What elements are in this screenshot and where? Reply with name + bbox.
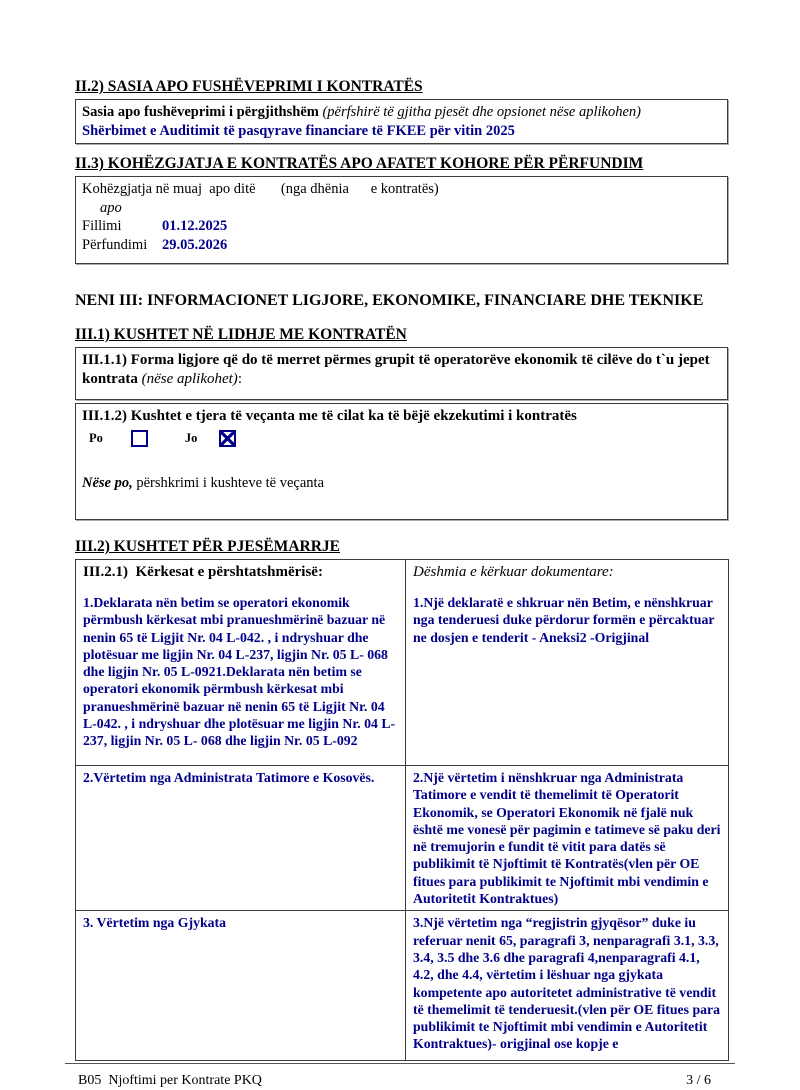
no-checkbox[interactable] xyxy=(219,430,236,447)
footer-page-number: 3 / 6 xyxy=(686,1073,711,1089)
participation-table xyxy=(75,559,729,1061)
end-date-value: 29.05.2026 xyxy=(162,236,228,253)
special-conditions-label: III.1.2) Kushtet e tjera të veçanta me të cilat ka të bëjë ekzekutimi i kontratës xyxy=(82,408,577,424)
evidence-text: 3.Një vërtetim nga “regjistrin gjyqësor” duke iu referuar nenit 65, paragrafi 3, nenparagrafi 3.1, 3.3, 3.4, 3.5 dhe 3.6 dhe paragrafi 4,nenparagrafi 4.1, 4.2, dhe 4.4, vërtetim i lëshuar nga gjykata kompetente apo autoritetet administrative të vendit të themelimit të tenderuesit.(vlen për OE fitues para publikimit te Njoftimit mbi vendimin e Autoritetit Kontraktues)- origjinal ose kopje e xyxy=(413,915,721,1052)
no-label: Jo xyxy=(184,431,198,446)
requirement-cell xyxy=(76,560,406,766)
scope-label-line xyxy=(82,103,721,122)
legal-form-note: (nëse aplikohet) xyxy=(141,370,238,387)
requirement-text: 2.Vërtetim nga Administrata Tatimore e Kosovës. xyxy=(83,770,375,785)
duration-box xyxy=(75,176,728,264)
evidence-column-header: Dëshmia e kërkuar dokumentare: xyxy=(413,564,614,580)
special-conditions-box xyxy=(75,403,728,520)
yes-no-row xyxy=(82,428,721,450)
scope-note: (përfshirë të gjitha pjesët dhe opsionet nëse aplikohen) xyxy=(318,104,641,120)
duration-line: Kohëzgjatja në muaj apo ditë (nga dhënia e kontratës) xyxy=(82,181,439,197)
end-date-label: Përfundimi xyxy=(82,236,148,253)
yes-label: Po xyxy=(89,431,103,446)
scope-label: Sasia apo fushëveprimi i përgjithshëm xyxy=(82,104,319,120)
requirement-cell xyxy=(76,911,406,1061)
scope-box xyxy=(75,99,728,144)
evidence-cell xyxy=(406,560,729,766)
requirements-column-header: III.2.1) Kërkesat e përshtatshmërisë: xyxy=(83,564,323,580)
section-iii1-heading: III.1) KUSHTET NË LIDHJE ME KONTRATËN xyxy=(75,326,407,343)
footer xyxy=(65,1064,735,1090)
section-iii2-heading: III.2) KUSHTET PËR PJESËMARRJE xyxy=(75,538,340,555)
legal-form-box xyxy=(75,347,728,400)
evidence-text: 1.Një deklaratë e shkruar nën Betim, e nënshkruar nga tenderuesi duke përdorur formën e përcaktuar ne dosjen e tenderit - Aneksi2 -Origjinal xyxy=(413,595,715,645)
evidence-cell xyxy=(406,766,729,911)
end-date-row xyxy=(82,236,721,255)
if-yes-line xyxy=(82,474,721,493)
legal-form-colon: : xyxy=(237,370,242,387)
table-row xyxy=(76,766,729,911)
evidence-cell xyxy=(406,911,729,1061)
section-ii2-heading: II.2) SASIA APO FUSHËVEPRIMI I KONTRATËS xyxy=(75,78,423,95)
legal-form-label: III.1.1) Forma ligjore që do të merret përmes grupit të operatorëve ekonomik të cilëve do t`u jepet kontrata xyxy=(82,352,710,387)
page-content xyxy=(75,0,728,1061)
requirement-text: 3. Vërtetim nga Gjykata xyxy=(83,915,227,931)
footer-document-title: B05 Njoftimi per Kontrate PKQ xyxy=(78,1073,262,1089)
if-yes-label: Nëse po, xyxy=(82,474,133,491)
start-date-row xyxy=(82,217,721,236)
requirement-cell xyxy=(76,766,406,911)
if-yes-text: përshkrimi i kushteve të veçanta xyxy=(132,474,325,491)
or-label: apo xyxy=(100,199,122,216)
table-row xyxy=(76,911,729,1061)
start-date-label: Fillimi xyxy=(82,218,122,234)
section-iii-heading: NENI III: INFORMACIONET LIGJORE, EKONOMIKE, FINANCIARE DHE TEKNIKE xyxy=(75,292,704,309)
start-date-value: 01.12.2025 xyxy=(162,218,228,234)
evidence-text: 2.Një vërtetim i nënshkruar nga Administrata Tatimore e vendit të themelimit të Operatorit Ekonomik, se Operatori Ekonomik në fjalë nuk është me vonesë për pagimin e tatimeve së paku deri në tremujorin e fundit të vitit para datës së publikimit të Njoftimit të Kontratës(vlen për OE fitues para publikimit te Njoftimit mbi vendimin e Autoritetit Kontraktues) xyxy=(413,770,721,907)
scope-value: Shërbimet e Auditimit të pasqyrave financiare të FKEE për vitin 2025 xyxy=(82,122,515,139)
yes-checkbox[interactable] xyxy=(131,430,148,447)
requirement-text: 1.Deklarata nën betim se operatori ekonomik përmbush kërkesat mbi pranueshmërinë bazuar në nenin 65 të Ligjit Nr. 04 L-042. , i ndryshuar dhe plotësuar me ligjin Nr. 04 L-237, ligjin Nr. 05 L- 068 dhe ligjin Nr. 05 L-0921.Deklarata nën betim se operatori ekonomik përmbush kërkesat mbi pranueshmërinë bazuar në nenin 65 të Ligjit Nr. 04 L-042. , i ndryshuar dhe plotësuar me ligjin Nr. 04 L-237, ligjin Nr. 05 L- 068 dhe ligjin Nr. 05 L-092 xyxy=(83,595,396,749)
table-row xyxy=(76,560,729,766)
section-ii3-heading: II.3) KOHËZGJATJA E KONTRATËS APO AFATET KOHORE PËR PËRFUNDIM xyxy=(75,155,644,172)
